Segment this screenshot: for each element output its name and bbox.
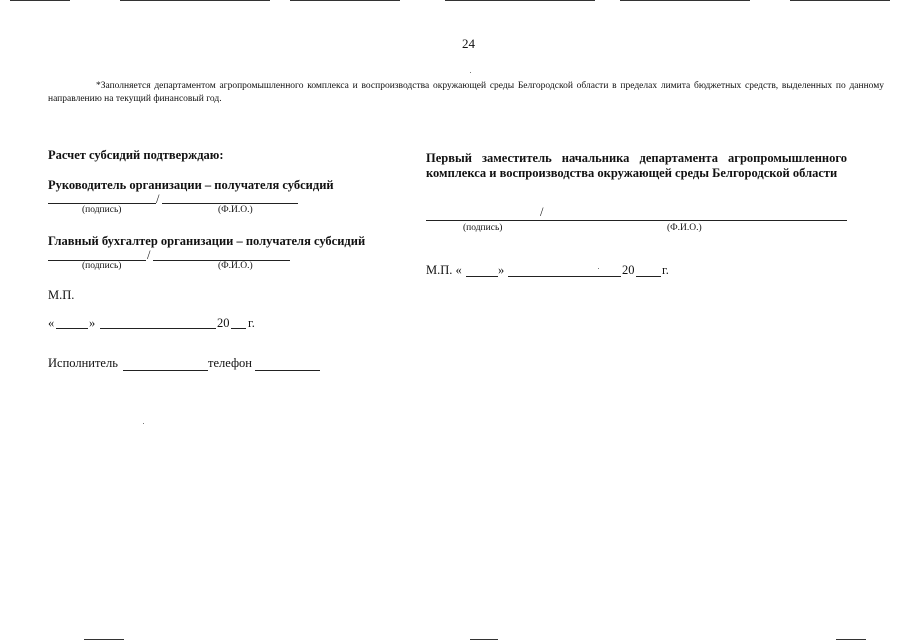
date-year-line — [231, 328, 246, 329]
official-signature-line — [426, 220, 847, 221]
official-title: Первый заместитель начальника департамента агропромышленного комплекса и воспроизводства окружающей среды Белгородской области — [426, 151, 847, 180]
official-stamp-date-prefix: М.П. « — [426, 263, 462, 277]
scan-speck — [598, 268, 599, 269]
official-date-month-line — [508, 276, 621, 277]
date-day-line — [56, 328, 88, 329]
head-slash: / — [156, 192, 160, 206]
scan-speck — [470, 72, 471, 73]
scan-edge-top — [120, 0, 270, 1]
page-number: 24 — [462, 36, 475, 51]
date-suffix: г. — [248, 316, 255, 330]
executor-label: Исполнитель — [48, 356, 118, 370]
official-date-year-prefix: 20 — [622, 263, 635, 277]
executor-line — [123, 370, 208, 371]
official-fio-label: (Ф.И.О.) — [667, 223, 702, 233]
official-signature-label: (подпись) — [463, 223, 503, 233]
head-fio-label: (Ф.И.О.) — [218, 205, 253, 215]
footnote: *Заполняется департаментом агропромышленного комплекса и воспроизводства окружающей среды Белгородской области в пределах лимита бюджетных средств, выделенных по данному направлению на текущий финансовый год. — [48, 81, 884, 104]
official-date-close-quote: » — [498, 263, 505, 277]
date-close-quote: » — [89, 316, 96, 330]
official-date-day-line — [466, 276, 498, 277]
date-open-quote: « — [48, 316, 55, 330]
date-year-prefix: 20 — [217, 316, 230, 330]
head-signature-label: (подпись) — [82, 205, 122, 215]
official-date-year-line — [636, 276, 661, 277]
accountant-signature-label: (подпись) — [82, 261, 122, 271]
official-slash: / — [540, 205, 544, 219]
date-month-line — [100, 328, 216, 329]
scan-edge-top — [620, 0, 750, 1]
confirm-heading: Расчет субсидий подтверждаю: — [48, 148, 224, 162]
official-date-suffix: г. — [662, 263, 669, 277]
phone-line — [255, 370, 320, 371]
scan-speck — [143, 423, 144, 424]
head-signature-line — [48, 203, 156, 204]
head-title: Руководитель организации – получателя субсидий — [48, 178, 334, 192]
head-fio-line — [162, 203, 298, 204]
scan-edge-top — [790, 0, 890, 1]
accountant-slash: / — [147, 248, 151, 262]
scan-edge-top — [290, 0, 400, 1]
phone-label: телефон — [208, 356, 252, 370]
stamp-place-label: М.П. — [48, 288, 75, 302]
accountant-fio-label: (Ф.И.О.) — [218, 261, 253, 271]
accountant-title: Главный бухгалтер организации – получателя субсидий — [48, 234, 366, 248]
scan-edge-top — [445, 0, 595, 1]
scan-edge-top — [10, 0, 70, 1]
